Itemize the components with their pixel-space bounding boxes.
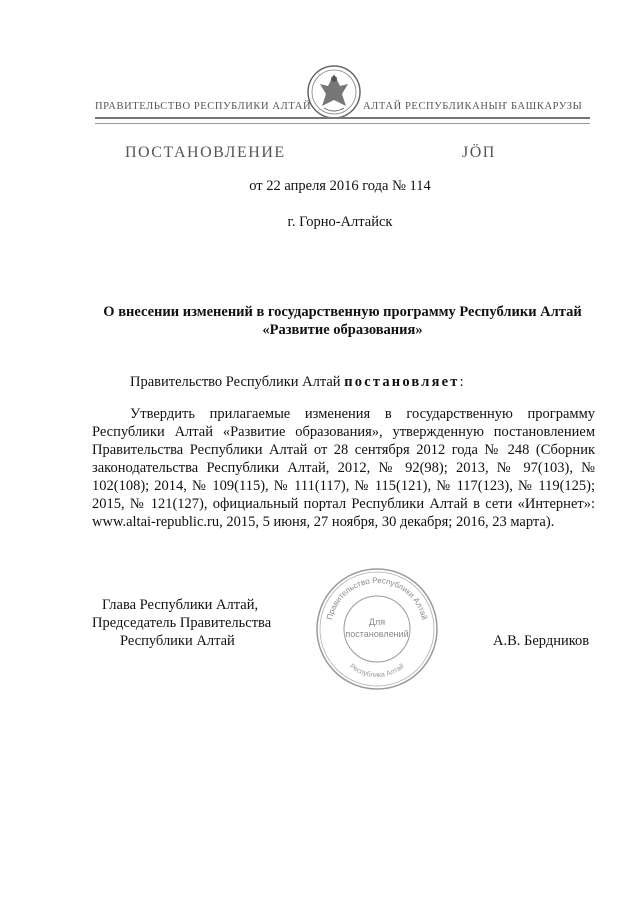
preamble-decree: постановляет [344,374,460,390]
header-rule-thick [95,117,590,119]
preamble [130,373,464,391]
signatory-line-1: Глава Республики Алтай, [102,597,259,613]
header-right-org: АЛТАЙ РЕСПУБЛИКАНЫҤ БАШКАРУЗЫ [363,101,583,112]
signatory-title [92,596,271,650]
signatory-name: А.В. Бердников [493,633,590,649]
preamble-colon: : [459,374,464,390]
signatory-line-2: Председатель Правительства [92,615,272,631]
doc-type-left: ПОСТАНОВЛЕНИЕ [125,144,286,161]
city-line: г. Горно-Алтайск [287,214,393,230]
stamp-center-line-2: постановлений [345,629,409,639]
date-line: от 22 апреля 2016 года № 114 [249,178,431,194]
header-left-org: ПРАВИТЕЛЬСТВО РЕСПУБЛИКИ АЛТАЙ [95,101,312,112]
body-paragraph [92,405,595,531]
signatory-line-3: Республики Алтай [120,633,235,649]
doc-type-right: ЈӦП [462,144,496,161]
header-rule-thin [95,123,590,124]
body-text: Утвердить прилагаемые изменения в государственную программу Республики Алтай «Развитие образования», утвержденную постановлением Правительства Республики Алтай от 28 сентября 2012 года № 248 (Сборник законодательства Республики Алтай, 2012, № 92(98); 2013, № 97(103), № 102(108); 2014, № 109(115), № 111(117), № 115(121), № 117(123), № 119(125); 2015, № 121(127), официальный портал Республики Алтай в сети «Интернет»: www.altai-republic.ru, 2015, 5 июня, 27 ноября, 30 декабря; 2016, 23 марта). [92,406,595,530]
official-stamp [313,565,441,693]
stamp-ring-top: Правительство Республики Алтай [324,575,429,621]
heading-line-1: О внесении изменений в государственную программу Республики Алтай [103,304,582,320]
stamp-center-line-1: Для [368,617,386,627]
preamble-text: Правительство Республики Алтай [130,374,345,390]
coat-of-arms-emblem [304,62,364,122]
heading-line-2: «Развитие образования» [262,322,423,338]
document-heading [90,303,595,339]
stamp-ring-bottom: Республика Алтай [348,662,406,680]
